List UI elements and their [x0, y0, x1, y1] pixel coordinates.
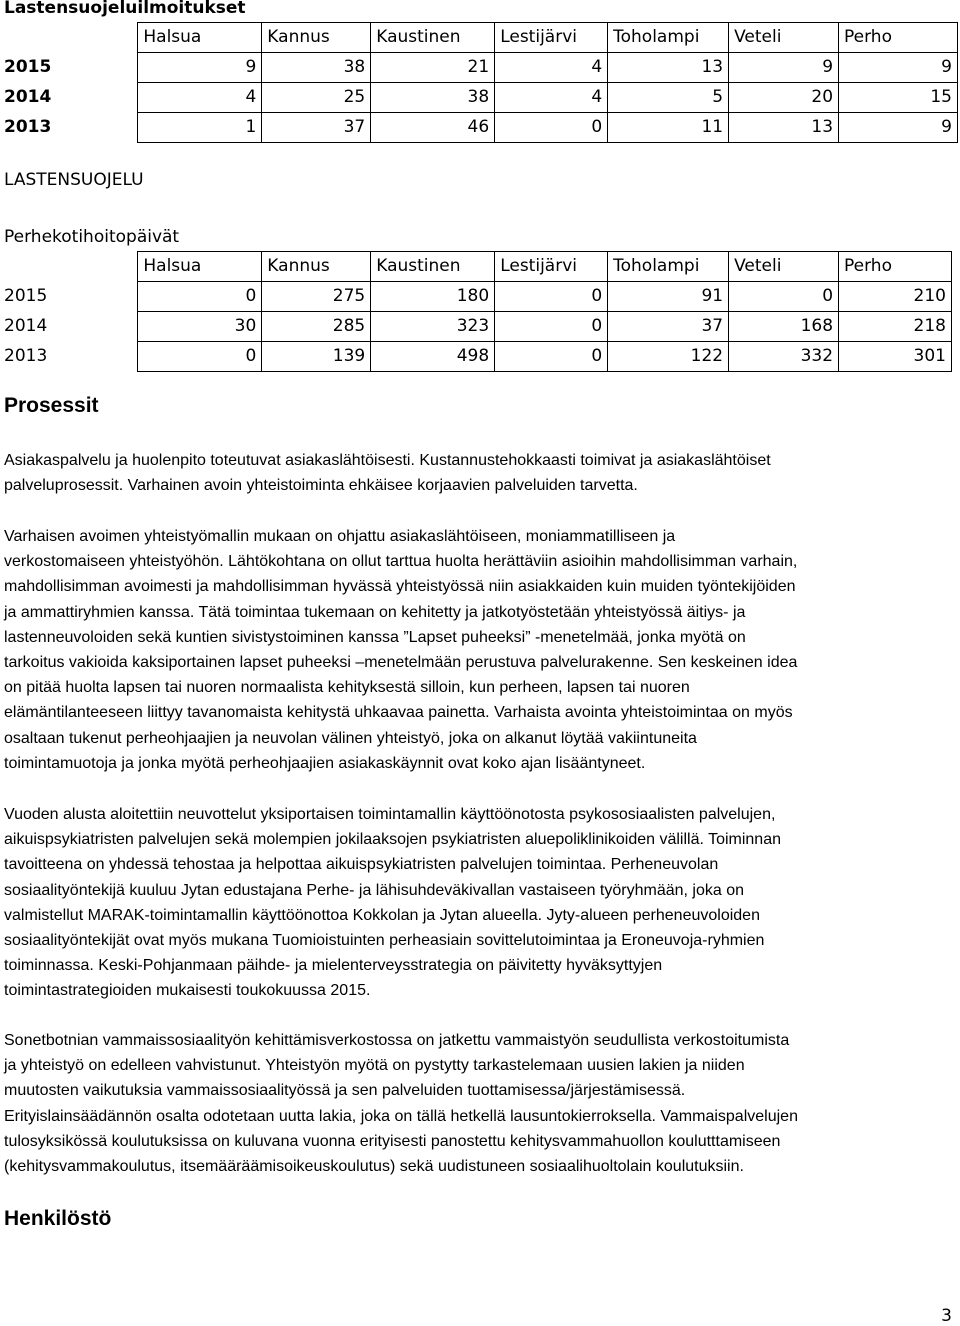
- text-line: Sonetbotnian vammaissosiaalityön kehittämisverkostossa on jatkettu vammaistyön seudullista verkostoitumista: [4, 1032, 790, 1049]
- text-line: (kehitysvammakoulutus, itsemääräämisoikeuskoulutus) sekä uudistuneen sosiaalihuoltolain koulutuksiin.: [4, 1158, 744, 1176]
- table-cell: 210: [839, 282, 952, 312]
- table-title-lastensuojeluilmoitukset: Lastensuojeluilmoitukset: [4, 0, 246, 18]
- table-cell: 5: [608, 83, 729, 113]
- table-title-perhekotihoitopaivat: Perhekotihoitopäivät: [4, 227, 180, 247]
- text-line: toimintamuotoja ja jonka myötä perheohjaajien asiakaskäynnit ovat koko ajan lisääntyneet.: [4, 754, 646, 772]
- column-header: Perho: [839, 23, 958, 53]
- table-cell: 30: [138, 312, 262, 342]
- table-row: [4, 83, 958, 113]
- table-row: [4, 342, 952, 372]
- table-cell: 0: [495, 342, 608, 372]
- text-line: lastenneuvoloiden sekä kuntien sivistystoiminen kanssa ”Lapset puheeksi” -menetelmää, jonka myötä on: [4, 628, 746, 646]
- table-cell: 9: [729, 53, 839, 83]
- table-cell: 1: [138, 113, 262, 143]
- row-year: 2013: [4, 346, 48, 366]
- table-cell: 0: [495, 312, 608, 342]
- table-cell: 4: [138, 83, 262, 113]
- row-year: 2015: [4, 57, 52, 77]
- text-line: ja ammattiryhmien kanssa. Tätä toimintaa tukemaan on kehitetty ja jatkotyöstetään yhteistyössä äitiys- ja: [4, 603, 746, 621]
- prosessit-paragraph-3: [4, 802, 954, 1004]
- lastensuojelu-heading: LASTENSUOJELU: [4, 170, 144, 190]
- table-row: [4, 113, 958, 143]
- prosessit-paragraph-1: [4, 448, 954, 498]
- table-cell: 15: [839, 83, 958, 113]
- table-cell: 9: [839, 113, 958, 143]
- table-cell: 38: [262, 53, 371, 83]
- table-cell: 9: [138, 53, 262, 83]
- text-line: tavoitteena on yhdessä tehostaa ja helpottaa aikuispsykiatristen palvelujen toimintaa. Perheneuvolan: [4, 856, 719, 874]
- text-line: elämäntilanteeseen liittyy tavanomaista kehitystä uhkaavaa painetta. Varhaista avointa yhteistoimintaa on myös: [4, 704, 793, 722]
- table-header-row: [4, 252, 952, 282]
- text-line: muutosten vaikutuksia vammaissosiaalityössä ja sen palveluiden tuottamisessa/järjestämisessä.: [4, 1082, 686, 1100]
- column-header: Kaustinen: [371, 252, 495, 282]
- table-cell: 332: [729, 342, 839, 372]
- table-cell: 4: [495, 53, 608, 83]
- table-cell: 37: [262, 113, 371, 143]
- table-row: [4, 312, 952, 342]
- column-header: Lestijärvi: [495, 252, 608, 282]
- page-number: 3: [941, 1306, 952, 1326]
- table-cell: 9: [839, 53, 958, 83]
- table-cell: 4: [495, 83, 608, 113]
- table-header-row: [4, 23, 958, 53]
- table-corner-cell: [4, 23, 138, 53]
- text-line: tulosyksikössä koulutuksissa on kuluvana vuonna erityisesti panostettu kehitysvammahuollon koulutttamiseen: [4, 1132, 781, 1150]
- table-cell: 168: [729, 312, 839, 342]
- text-line: tarkoitus vakioida kaksiportainen lapset puheeksi –menetelmään perustuva palvelurakenne. Sen keskeinen idea: [4, 654, 798, 672]
- column-header: Perho: [839, 252, 952, 282]
- table-cell: 38: [371, 83, 495, 113]
- text-line: aikuispsykiatristen palvelujen sekä molempien jokilaaksojen psykiatristen aluepoliklinikoiden välillä. Toiminnan: [4, 831, 781, 849]
- table-cell: 285: [262, 312, 371, 342]
- table-cell: 13: [729, 113, 839, 143]
- column-header: Veteli: [729, 23, 839, 53]
- column-header: Lestijärvi: [495, 23, 608, 53]
- table-cell: 37: [608, 312, 729, 342]
- text-line: sosiaalityöntekijä kuuluu Jytan edustajana Perhe- ja lähisuhdeväkivallan vastaiseen työryhmään, joka on: [4, 881, 744, 899]
- text-line: ja yhteistyö on edelleen vahvistunut. Yhteistyön myötä on pystytty tarkastelemaan uusien lakien ja niiden: [4, 1057, 745, 1075]
- text-line: verkostomaiseen yhteistyöhön. Lähtökohtana on ollut tarttua huolta herättäviin asioihin mahdollisimman varhain,: [4, 553, 798, 571]
- text-line: toiminnassa. Keski-Pohjanmaan päihde- ja mielenterveysstrategia on päivitetty hyväksyttyjen: [4, 957, 663, 975]
- table-row: [4, 53, 958, 83]
- table-cell: 0: [729, 282, 839, 312]
- table-cell: 0: [138, 282, 262, 312]
- table-corner-cell: [4, 252, 138, 282]
- text-line: osaltaan tukenut perheohjaajien ja neuvolan välinen yhteistyö, joka on alkanut löytää vakiintuneita: [4, 729, 697, 747]
- column-header: Kannus: [262, 252, 371, 282]
- prosessit-heading: Prosessit: [4, 394, 99, 417]
- table-cell: 301: [839, 342, 952, 372]
- table-cell: 498: [371, 342, 495, 372]
- table-cell: 25: [262, 83, 371, 113]
- column-header: Toholampi: [608, 23, 729, 53]
- text-line: mahdollisimman avoimesti ja mahdollisimman hyvässä yhteistyössä niin asiakkaiden kuin muiden työntekijöiden: [4, 578, 796, 596]
- table-cell: 21: [371, 53, 495, 83]
- row-year: 2013: [4, 117, 52, 137]
- table-cell: 180: [371, 282, 495, 312]
- table-cell: 13: [608, 53, 729, 83]
- table-cell: 139: [262, 342, 371, 372]
- text-line: palveluprosessit. Varhainen avoin yhteistoiminta ehkäisee korjaavien palveluiden tarvetta.: [4, 477, 638, 495]
- column-header: Toholampi: [608, 252, 729, 282]
- text-line: Asiakaspalvelu ja huolenpito toteutuvat asiakaslähtöisesti. Kustannustehokkaasti toimivat ja asiakaslähtöiset: [4, 452, 771, 469]
- text-line: Erityislainsäädännön osalta odotetaan uutta lakia, joka on tällä hetkellä lausuntokierroksella. Vammaispalvelujen: [4, 1107, 798, 1125]
- prosessit-paragraph-4: [4, 1028, 954, 1179]
- perhekotihoitopaivat-table: [4, 251, 952, 372]
- table-cell: 0: [495, 282, 608, 312]
- column-header: Kannus: [262, 23, 371, 53]
- table-cell: 122: [608, 342, 729, 372]
- text-line: Vuoden alusta aloitettiin neuvottelut yksiportaisen toimintamallin käyttöönotosta psykososiaalisten palvelujen,: [4, 806, 776, 823]
- text-line: toimintastrategioiden mukaisesti toukokuussa 2015.: [4, 982, 371, 1000]
- text-line: sosiaalityöntekijät ovat myös mukana Tuomioistuinten perheasiain sovittelutoimintaa ja Eroneuvoja-ryhmien: [4, 932, 765, 950]
- table-cell: 275: [262, 282, 371, 312]
- table-cell: 11: [608, 113, 729, 143]
- row-year: 2014: [4, 87, 52, 107]
- column-header: Veteli: [729, 252, 839, 282]
- row-year: 2014: [4, 316, 48, 336]
- prosessit-paragraph-2: [4, 524, 954, 776]
- table-cell: 20: [729, 83, 839, 113]
- column-header: Halsua: [138, 252, 262, 282]
- table-cell: 0: [138, 342, 262, 372]
- lastensuojeluilmoitukset-table: [4, 22, 958, 143]
- text-line: valmistellut MARAK-toimintamallin käyttöönottoa Kokkolan ja Jytan alueella. Jyty-alueen perheneuvoloiden: [4, 906, 760, 924]
- table-cell: 91: [608, 282, 729, 312]
- row-year: 2015: [4, 286, 48, 306]
- column-header: Halsua: [138, 23, 262, 53]
- table-cell: 323: [371, 312, 495, 342]
- column-header: Kaustinen: [371, 23, 495, 53]
- table-cell: 0: [495, 113, 608, 143]
- table-cell: 218: [839, 312, 952, 342]
- table-row: [4, 282, 952, 312]
- henkilosto-heading: Henkilöstö: [4, 1207, 112, 1230]
- table-cell: 46: [371, 113, 495, 143]
- text-line: Varhaisen avoimen yhteistyömallin mukaan on ohjattu asiakaslähtöiseen, moniammatilliseen ja: [4, 528, 676, 545]
- text-line: on pitää huolta lapsen tai nuoren normaalista kehityksestä silloin, kun perheen, lapsen tai nuoren: [4, 679, 690, 697]
